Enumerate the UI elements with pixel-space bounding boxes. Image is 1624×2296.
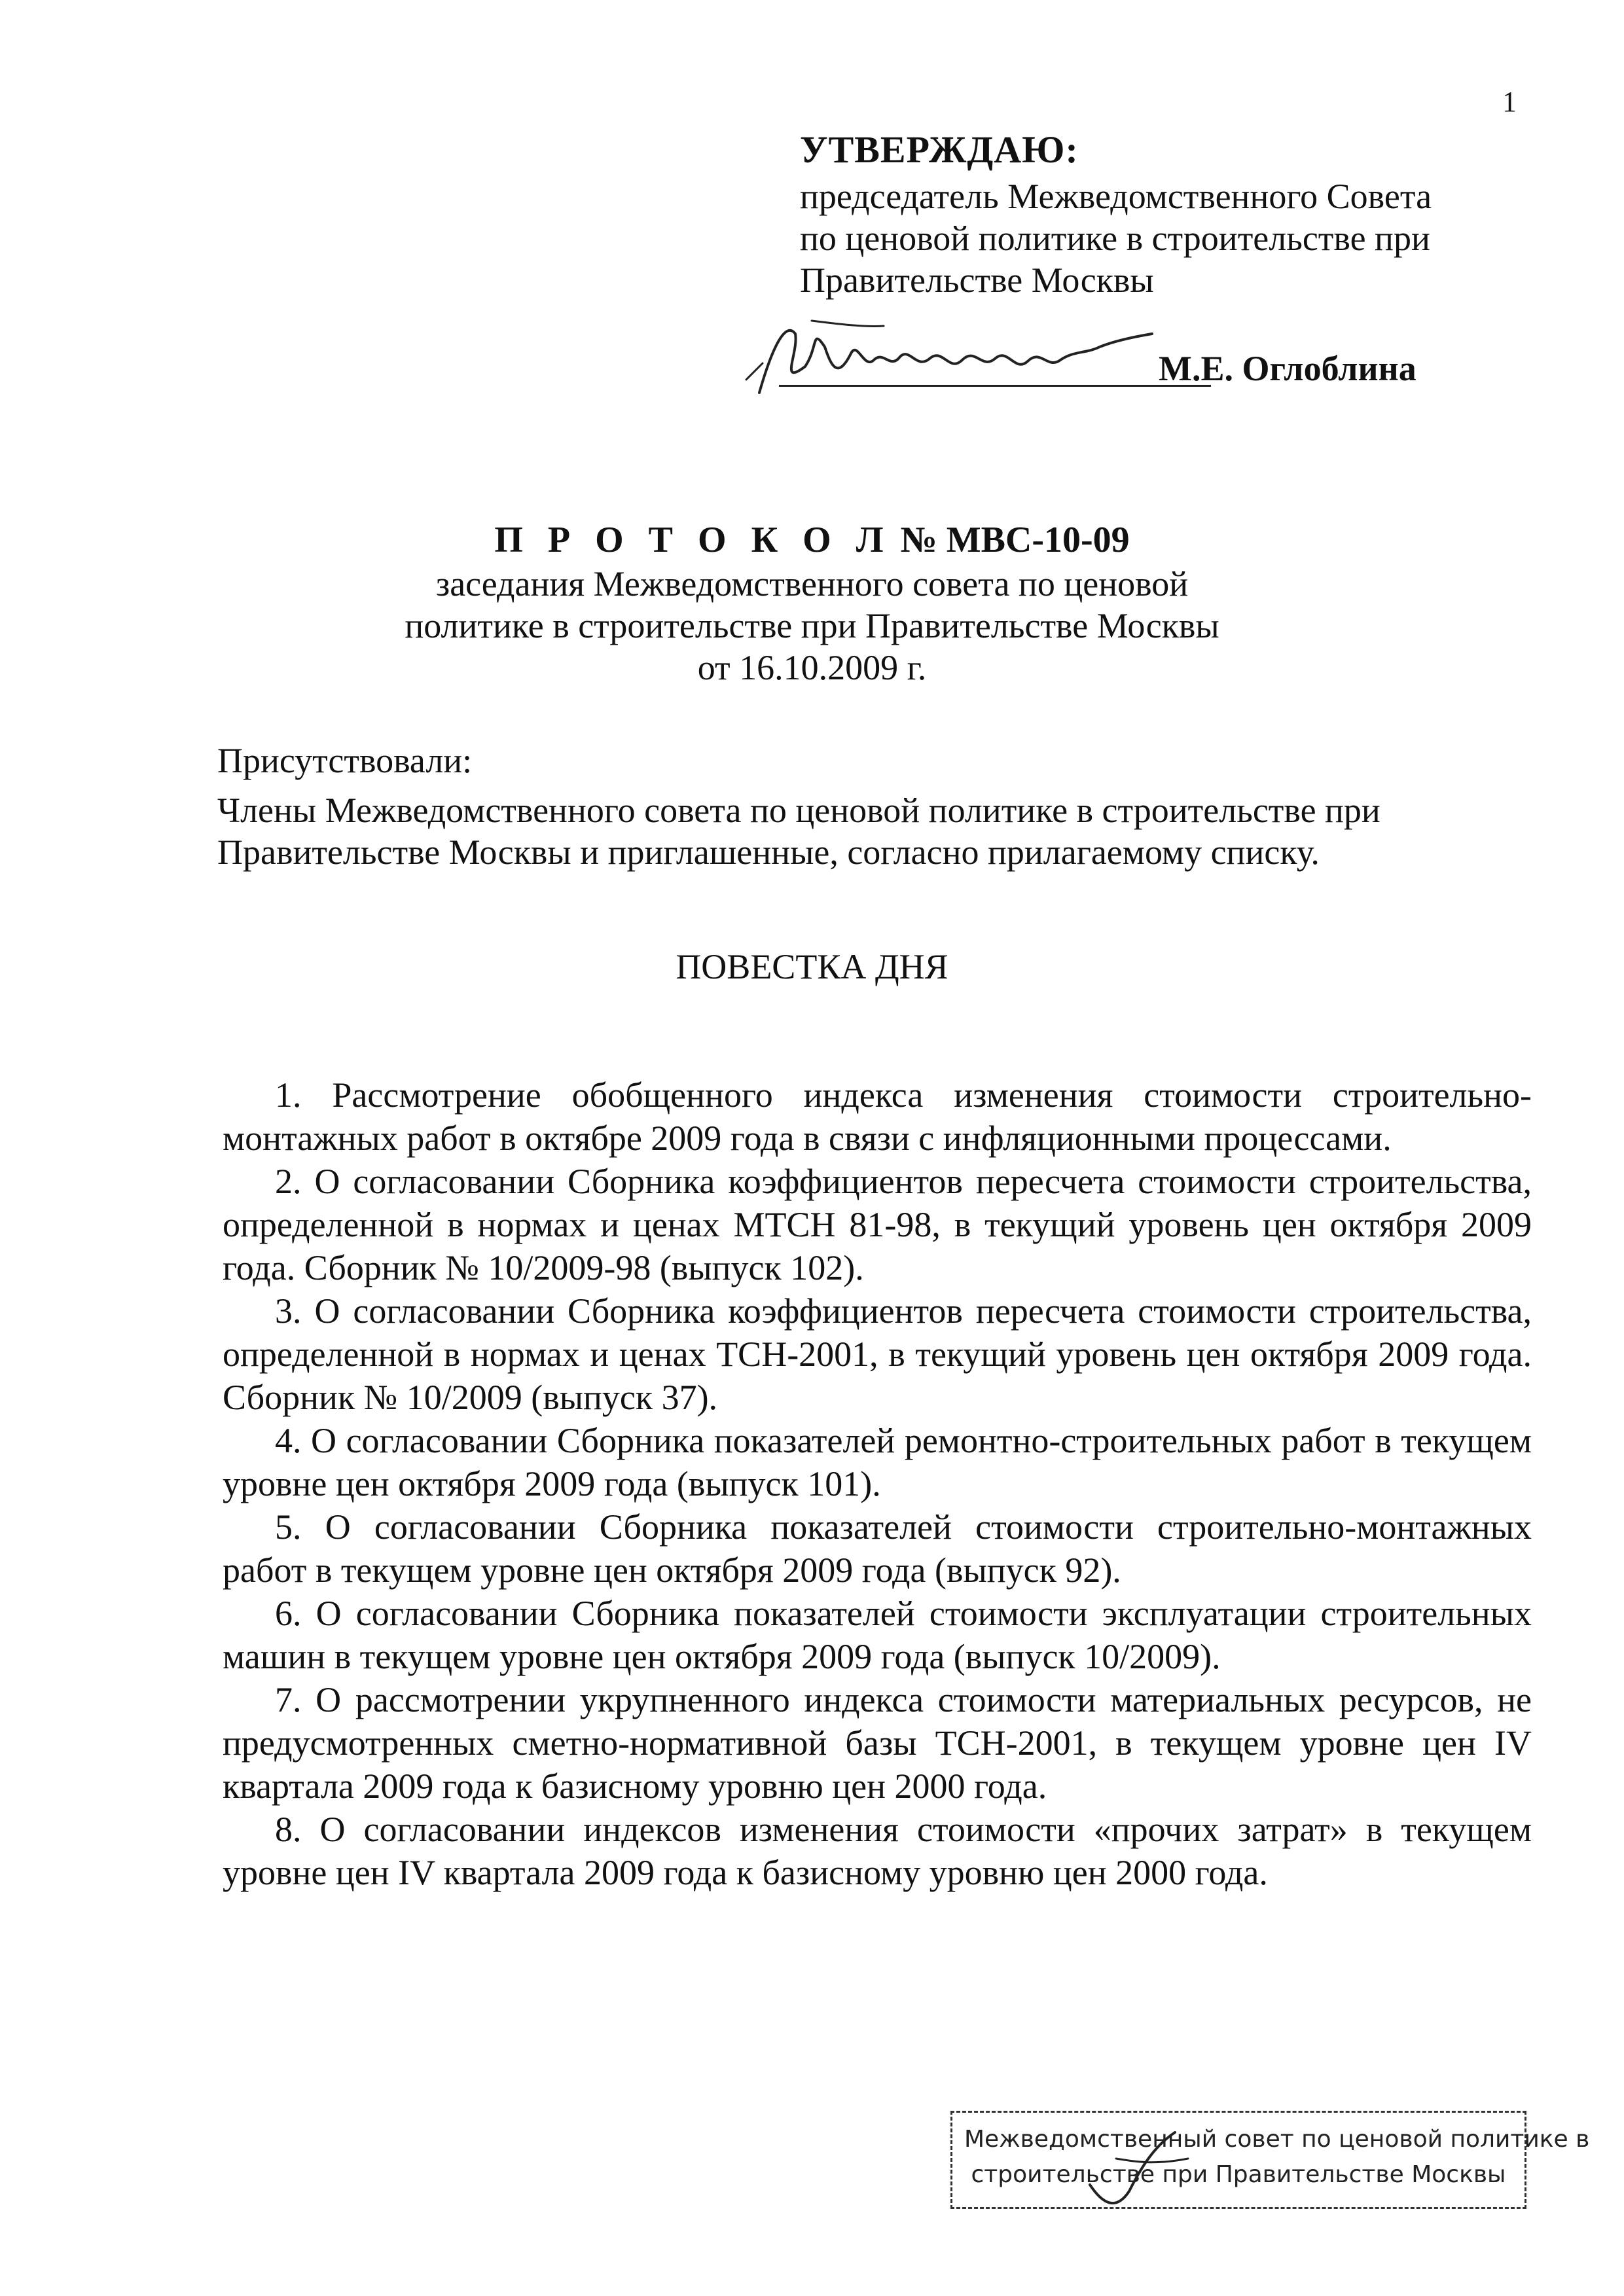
approval-line: Правительстве Москвы xyxy=(800,260,1154,300)
stamp-initials-mark xyxy=(1077,2119,1208,2217)
agenda-item: 8. О согласовании индексов изменения стоимости «прочих затрат» в текущем уровне цен IV квартала 2009 года к базисному уровню цен 2000 года. xyxy=(223,1810,1532,1892)
agenda-item: 4. О согласовании Сборника показателей ремонтно-строительных работ в текущем уровне цен октября 2009 года (выпуск 101). xyxy=(223,1421,1532,1503)
stamp-line: Межведомственный совет по ценовой политике в xyxy=(964,2126,1590,2153)
protocol-title-number: № МВС-10-09 xyxy=(891,520,1130,560)
protocol-date: от 16.10.2009 г. xyxy=(697,648,927,687)
approval-line: по ценовой политике в строительстве при xyxy=(800,219,1430,258)
approval-line: председатель Межведомственного Совета xyxy=(800,177,1432,216)
organization-stamp xyxy=(950,2111,1590,2209)
agenda-item: 2. О согласовании Сборника коэффициентов пересчета стоимости строительства, определенной в нормах и ценах МТСН 81-98, в текущий уровень цен октября 2009 года. Сборник № 10/2009-98 (выпуск 102). xyxy=(223,1162,1532,1287)
approval-block xyxy=(800,124,1520,301)
signature-line xyxy=(779,385,1211,387)
agenda-title: ПОВЕСТКА ДНЯ xyxy=(676,947,948,986)
signer-name: М.Е. Оглоблина xyxy=(1159,349,1416,388)
protocol-header xyxy=(0,517,1624,689)
protocol-title-prefix: П Р О Т О К О Л xyxy=(494,520,892,560)
attendance-block xyxy=(217,740,1540,873)
agenda-item: 1. Рассмотрение обобщенного индекса изменения стоимости строительно-монтажных работ в октябре 2009 года в связи с инфляционными процессами. xyxy=(223,1075,1532,1158)
attendance-text: Члены Межведомственного совета по ценовой политике в строительстве при Правительстве Москвы и приглашенные, согласно прилагаемому списку. xyxy=(217,791,1380,872)
approval-title: УТВЕРЖДАЮ: xyxy=(800,128,1079,171)
agenda-item: 5. О согласовании Сборника показателей стоимости строительно-монтажных работ в текущем уровне цен октября 2009 года (выпуск 92). xyxy=(223,1507,1532,1590)
attendance-label: Присутствовали: xyxy=(217,741,473,780)
handwritten-signature xyxy=(733,308,1165,406)
signature-row xyxy=(733,308,1532,406)
agenda-list xyxy=(223,1073,1532,1894)
agenda-item: 3. О согласовании Сборника коэффициентов пересчета стоимости строительства, определенной в нормах и ценах ТСН-2001, в текущий уровень цен октября 2009 года. Сборник № 10/2009 (выпуск 37). xyxy=(223,1291,1532,1417)
agenda-item: 6. О согласовании Сборника показателей стоимости эксплуатации строительных машин в текущем уровне цен октября 2009 года (выпуск 10/2009). xyxy=(223,1594,1532,1676)
page-number: 1 xyxy=(1502,86,1517,118)
agenda-item: 7. О рассмотрении укрупненного индекса стоимости материальных ресурсов, не предусмотренных сметно-нормативной базы ТСН-2001, в текущем уровне цен IV квартала 2009 года к базисному уровню цен 2000 года. xyxy=(223,1680,1532,1806)
protocol-title xyxy=(0,517,1624,563)
protocol-subtitle: заседания Межведомственного совета по ценовой xyxy=(435,564,1189,603)
stamp-line: строительстве при Правительстве Москвы xyxy=(971,2161,1506,2188)
protocol-subtitle: политике в строительстве при Правительстве Москвы xyxy=(405,606,1219,645)
